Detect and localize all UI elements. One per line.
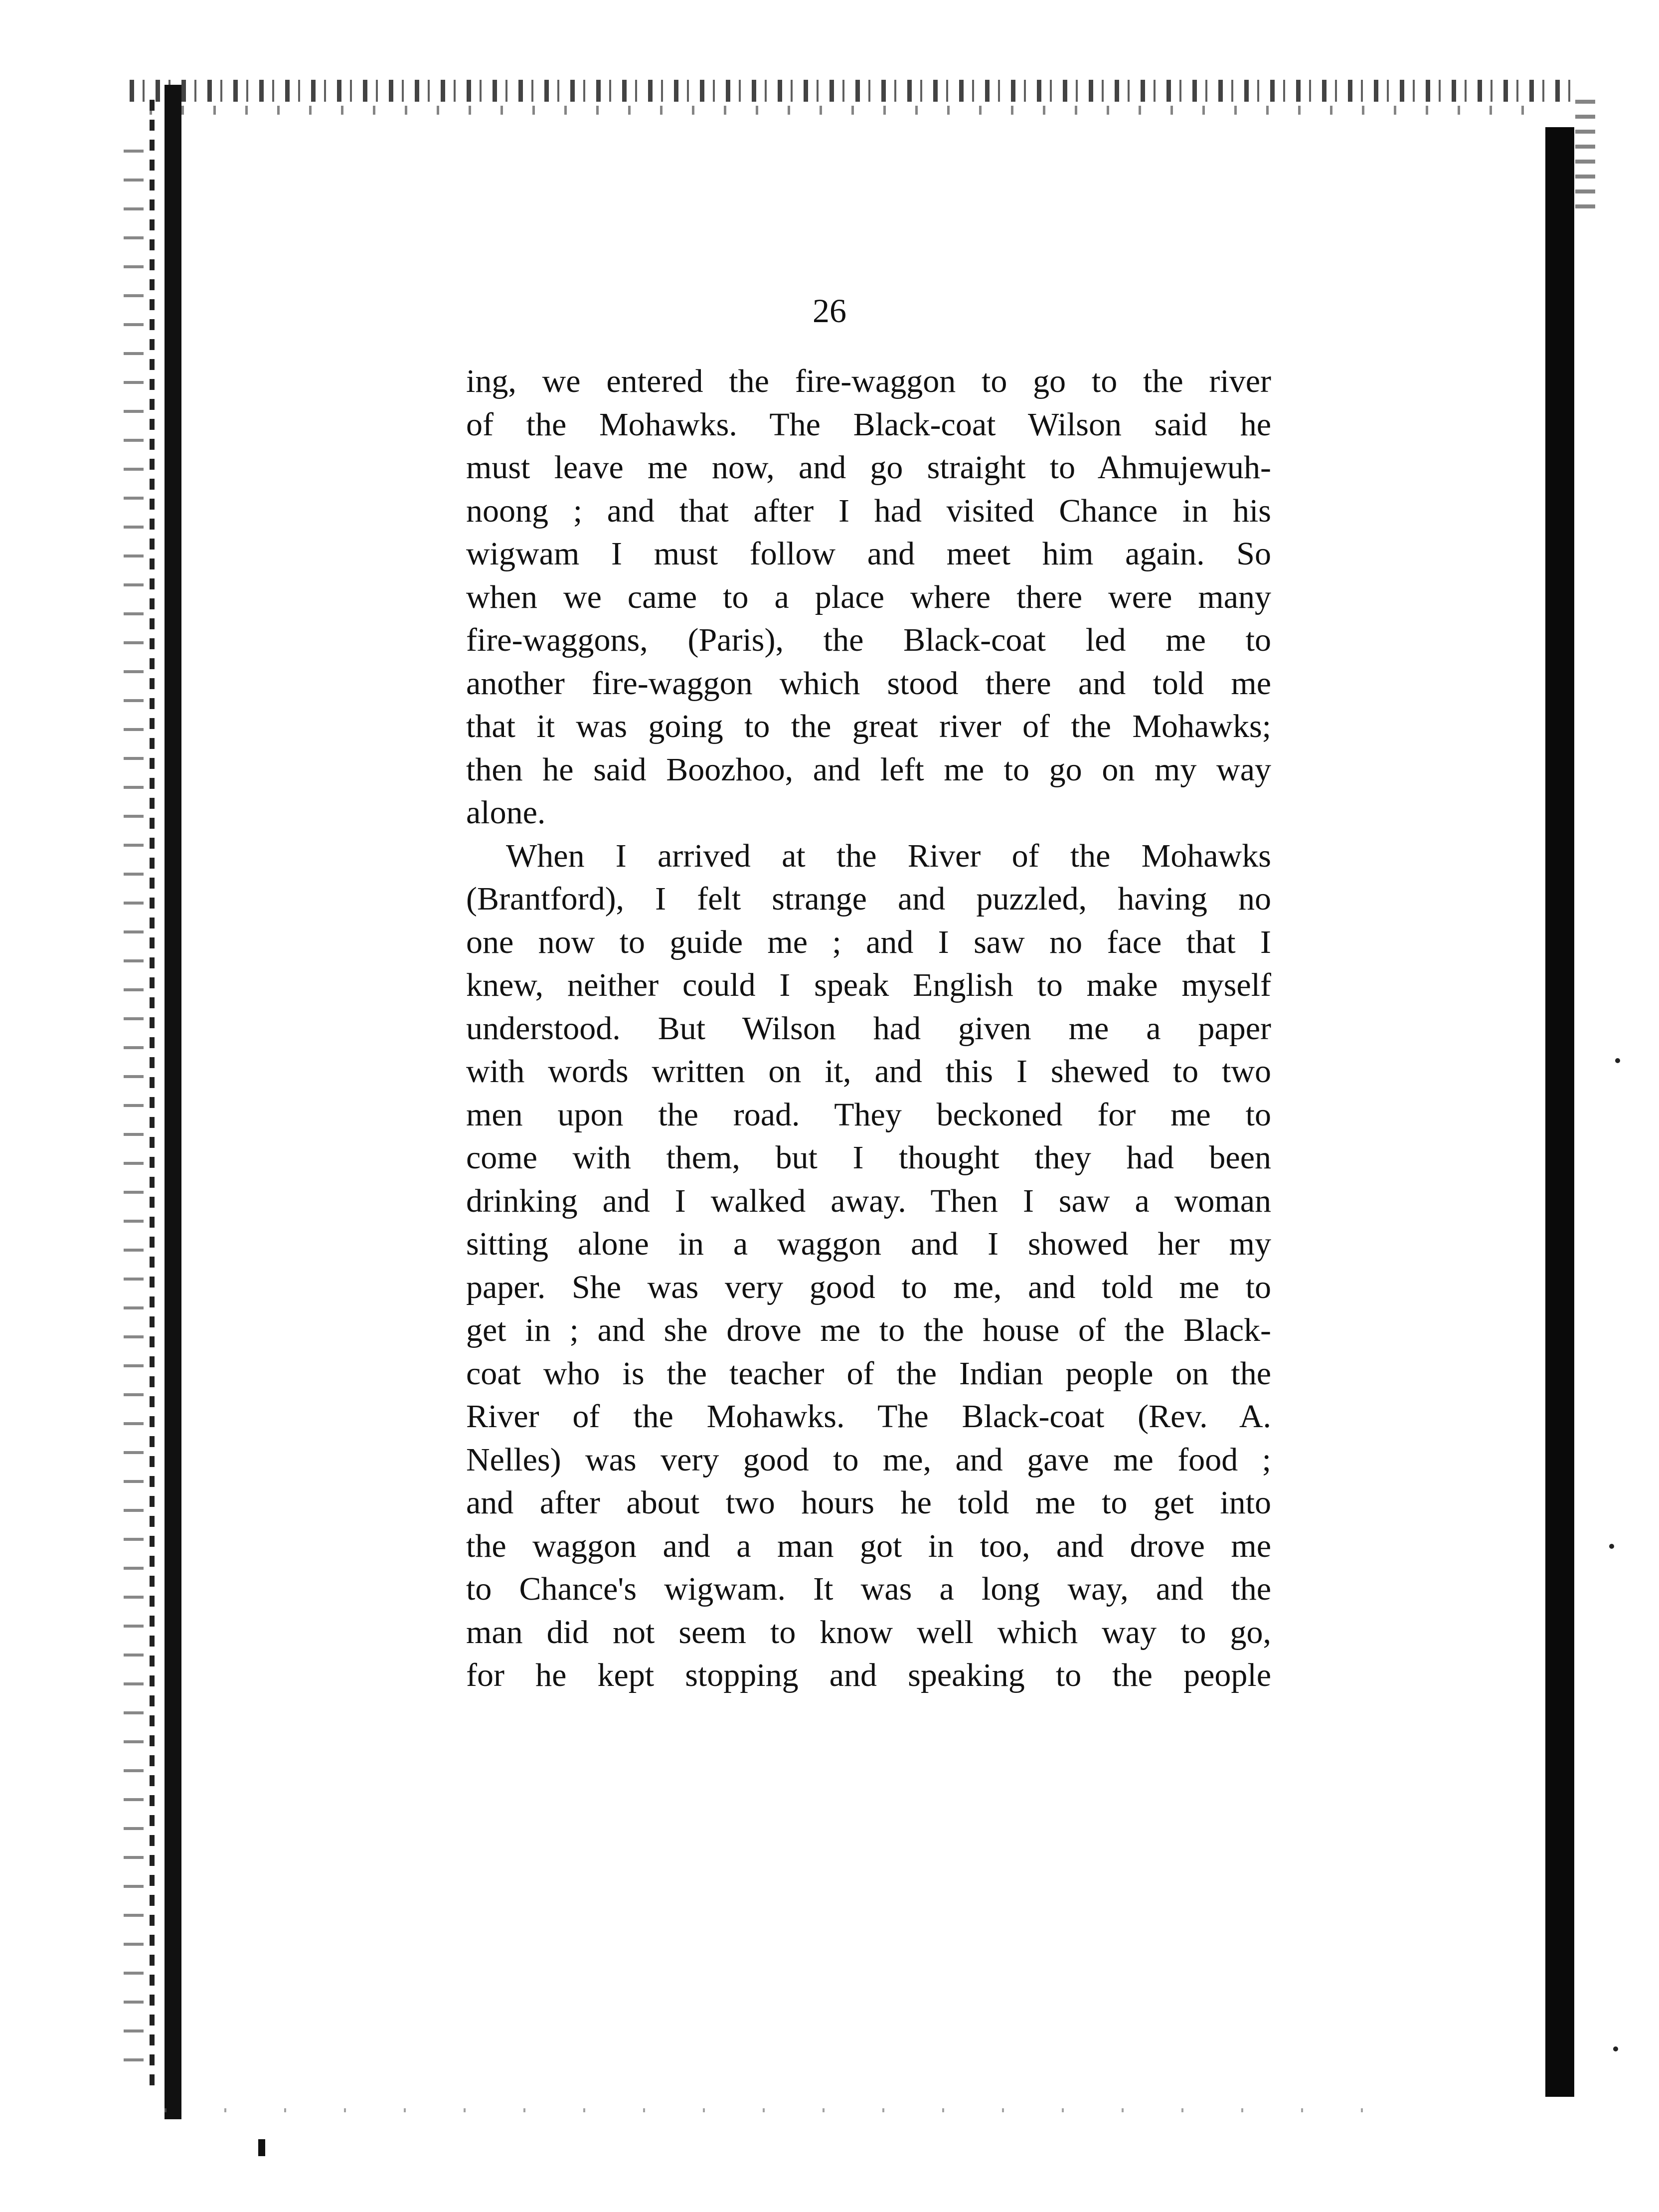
text-line: paper. She was very good to me, and told me to — [466, 1269, 1271, 1305]
scan-edge-left-speckle — [124, 150, 144, 2084]
text-line: get in ; and she drove me to the house of the Black- — [466, 1312, 1271, 1348]
scan-dot — [1609, 1544, 1614, 1549]
scan-edge-bottom-speckle — [165, 2108, 1411, 2112]
scan-mark-bottom — [258, 2139, 265, 2156]
text-line: River of the Mohawks. The Black-coat (Rev. A. — [466, 1398, 1271, 1435]
text-line: when we came to a place where there were many — [466, 578, 1271, 615]
text-line: another fire-waggon which stood there and told me — [466, 665, 1271, 702]
text-line: that it was going to the great river of the Mohawks; — [466, 708, 1271, 744]
scan-dot — [1613, 2046, 1618, 2051]
text-line: then he said Boozhoo, and left me to go on my way — [466, 751, 1271, 788]
scan-dot — [1615, 1058, 1620, 1063]
body-text — [466, 360, 1271, 1697]
text-line: (Brantford), I felt strange and puzzled, having no — [466, 881, 1271, 917]
text-line: noong ; and that after I had visited Chance in his — [466, 492, 1271, 529]
text-line: sitting alone in a waggon and I showed her my — [466, 1226, 1271, 1262]
text-line: to Chance's wigwam. It was a long way, and the — [466, 1571, 1271, 1607]
text-line: Nelles) was very good to me, and gave me food ; — [466, 1441, 1271, 1478]
text-line: When I arrived at the River of the Mohawks — [506, 837, 1271, 874]
text-line: wigwam I must follow and meet him again. So — [466, 536, 1271, 572]
scan-edge-left-thin — [150, 100, 155, 2094]
text-line: one now to guide me ; and I saw no face that I — [466, 923, 1271, 960]
text-line: the waggon and a man got in too, and drove me — [466, 1527, 1271, 1564]
scan-edge-left — [165, 85, 181, 2119]
paragraph-1 — [466, 360, 1271, 835]
text-line: alone. — [466, 794, 546, 831]
text-line: come with them, but I thought they had been — [466, 1139, 1271, 1176]
text-line: understood. But Wilson had given me a paper — [466, 1010, 1271, 1047]
text-line: man did not seem to know well which way to go, — [466, 1614, 1271, 1651]
text-line: men upon the road. They beckoned for me to — [466, 1096, 1271, 1133]
text-line: with words written on it, and this I shewed to two — [466, 1053, 1271, 1090]
text-line: ing, we entered the fire-waggon to go to the river — [466, 363, 1271, 399]
scan-edge-right-speckle — [1575, 100, 1595, 209]
scan-edge-top — [130, 80, 1575, 102]
text-line: for he kept stopping and speaking to the people — [466, 1657, 1271, 1693]
scan-edge-right — [1545, 127, 1574, 2097]
page-number: 26 — [813, 292, 846, 330]
text-line: coat who is the teacher of the Indian people on the — [466, 1355, 1271, 1392]
text-line: must leave me now, and go straight to Ahmujewuh- — [466, 449, 1271, 486]
scan-edge-top-speckle — [150, 106, 1545, 115]
text-line: knew, neither could I speak English to make myself — [466, 967, 1271, 1003]
text-line: of the Mohawks. The Black-coat Wilson said he — [466, 406, 1271, 443]
text-line: drinking and I walked away. Then I saw a woman — [466, 1182, 1271, 1219]
paragraph-2 — [466, 835, 1271, 1697]
text-line: and after about two hours he told me to get into — [466, 1484, 1271, 1521]
text-line: fire-waggons, (Paris), the Black-coat led me to — [466, 622, 1271, 658]
